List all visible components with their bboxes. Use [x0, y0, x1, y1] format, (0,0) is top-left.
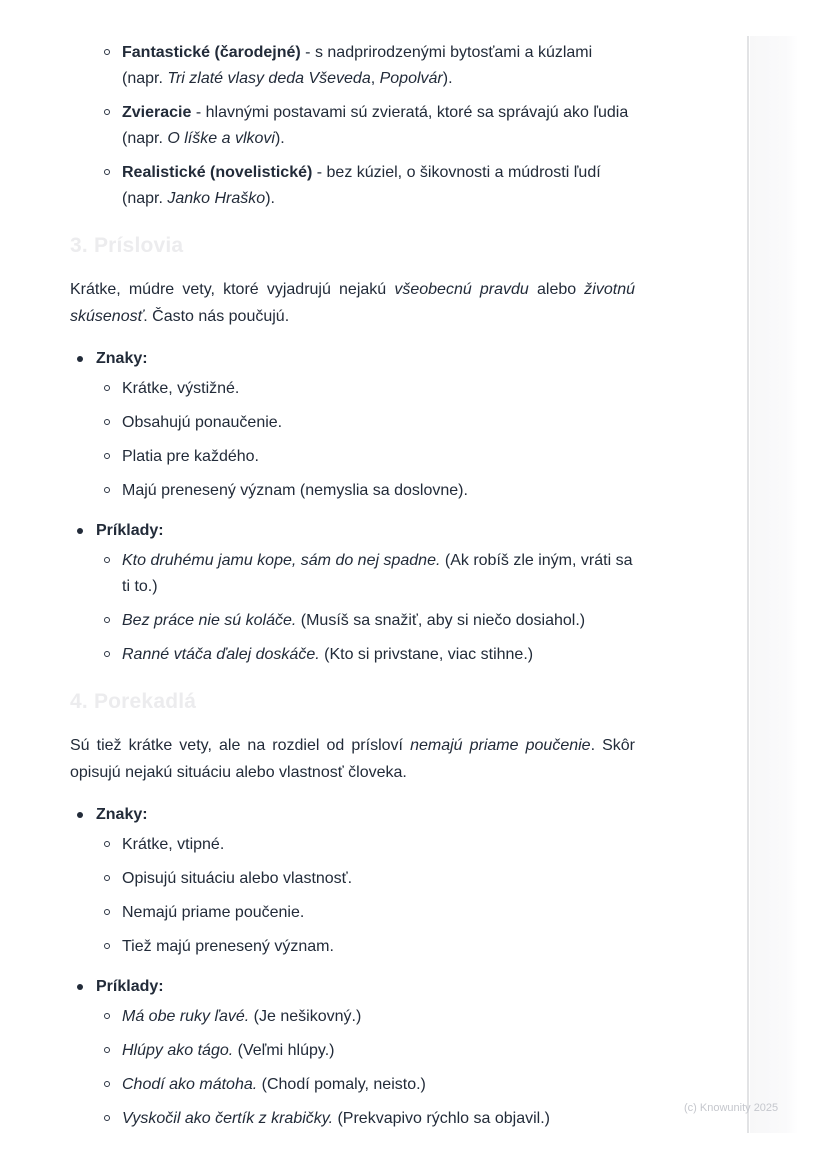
list-item — [70, 866, 635, 892]
dash: - — [191, 104, 206, 121]
proverb-text: Kto druhému jamu kope, sám do nej spadne. — [122, 552, 441, 569]
hollow-bullet-icon — [104, 453, 110, 459]
dash: - — [300, 44, 315, 61]
item-text: Platia pre každého. — [122, 448, 259, 465]
term: Fantastické (čarodejné) — [122, 44, 301, 61]
list-item — [70, 1106, 635, 1132]
hollow-bullet-icon — [104, 909, 110, 915]
list-item — [70, 376, 635, 402]
item-text: hlavnými postavami sú zvieratá, ktoré sa správajú ako ľudia (napr. — [122, 104, 629, 147]
list-item — [70, 832, 635, 858]
section3-znaky-list — [70, 376, 635, 504]
saying-text: Chodí ako mátoha. — [122, 1076, 258, 1093]
list-item — [70, 444, 635, 470]
hollow-bullet-icon — [104, 487, 110, 493]
item-text: Tiež majú prenesený význam. — [122, 938, 334, 955]
list-label: Príklady: — [96, 522, 164, 539]
list-item — [70, 642, 635, 668]
explanation-text: (Prekvapivo rýchlo sa objavil.) — [333, 1110, 550, 1127]
list-item — [70, 160, 635, 212]
list-item — [70, 1072, 635, 1098]
item-text: s nadprirodzenými bytosťami a kúzlami (napr. — [122, 44, 593, 87]
section-heading-prislovia: 3. Príslovia — [70, 234, 184, 257]
list-item — [70, 548, 635, 600]
explanation-text: (Chodí pomaly, neisto.) — [257, 1076, 426, 1093]
copyright-watermark: (c) Knowunity 2025 — [684, 1102, 779, 1114]
paragraph-text: . Často nás poučujú. — [143, 308, 290, 325]
list-item — [70, 100, 635, 152]
list-item — [70, 1038, 635, 1064]
item-text: , — [370, 70, 380, 87]
section4-intro-paragraph — [70, 732, 635, 786]
hollow-bullet-icon — [104, 617, 110, 623]
bullet-icon — [77, 356, 83, 362]
paragraph-text: alebo — [528, 281, 585, 298]
item-text: Krátke, vtipné. — [122, 836, 225, 853]
paragraph-text: Krátke, múdre vety, ktoré vyjadrujú nejakú — [70, 281, 395, 298]
section4-znaky-list — [70, 832, 635, 960]
bullet-icon — [77, 528, 83, 534]
item-text: ). — [274, 130, 285, 147]
explanation-text: (Je nešikovný.) — [249, 1008, 362, 1025]
term: Realistické (novelistické) — [122, 164, 313, 181]
paragraph-text: . Skôr opisujú nejakú situáciu alebo vlastnosť človeka. — [70, 737, 635, 781]
hollow-bullet-icon — [104, 1047, 110, 1053]
explanation-text: (Musíš sa snažiť, aby si niečo dosiahol.) — [296, 612, 586, 629]
explanation-text: (Ak robíš zle iným, vráti sa ti to.) — [122, 552, 633, 595]
hollow-bullet-icon — [104, 49, 110, 55]
saying-text: Hlúpy ako tágo. — [122, 1042, 234, 1059]
item-text: Nemajú priame poučenie. — [122, 904, 305, 921]
saying-text: Má obe ruky ľavé. — [122, 1008, 250, 1025]
hollow-bullet-icon — [104, 875, 110, 881]
book-title: Janko Hraško — [167, 190, 266, 207]
book-title: Popolvár — [379, 70, 443, 87]
list-label: Znaky: — [96, 350, 148, 367]
saying-text: Vyskočil ako čertík z krabičky. — [122, 1110, 334, 1127]
section4-priklady-list — [70, 1004, 635, 1132]
bullet-icon — [77, 984, 83, 990]
hollow-bullet-icon — [104, 1081, 110, 1087]
dash: - — [312, 164, 327, 181]
list-item — [70, 900, 635, 926]
item-text: Krátke, výstižné. — [122, 380, 240, 397]
item-text: ). — [442, 70, 453, 87]
section3-priklady-list — [70, 548, 635, 668]
proverb-text: Bez práce nie sú koláče. — [122, 612, 297, 629]
item-text: Obsahujú ponaučenie. — [122, 414, 283, 431]
hollow-bullet-icon — [104, 1013, 110, 1019]
item-text: bez kúziel, o šikovnosti a múdrosti ľudí (napr. — [122, 164, 601, 207]
page-edge-divider — [747, 36, 749, 1133]
hollow-bullet-icon — [104, 557, 110, 563]
hollow-bullet-icon — [104, 169, 110, 175]
book-title: O líške a vlkovi — [167, 130, 275, 147]
list-label: Príklady: — [96, 978, 164, 995]
list-item — [70, 608, 635, 634]
priklady-label-row — [70, 518, 635, 544]
document-content — [70, 40, 635, 1140]
list-item — [70, 40, 635, 92]
section-heading-porekadla: 4. Porekadlá — [70, 690, 197, 713]
bullet-icon — [77, 812, 83, 818]
list-item — [70, 934, 635, 960]
hollow-bullet-icon — [104, 419, 110, 425]
priklady-label-row — [70, 974, 635, 1000]
term: Zvieracie — [122, 104, 192, 121]
emphasis: všeobecnú pravdu — [394, 281, 529, 298]
list-item — [70, 478, 635, 504]
hollow-bullet-icon — [104, 1115, 110, 1121]
hollow-bullet-icon — [104, 385, 110, 391]
book-title: Tri zlaté vlasy deda Vševeda — [167, 70, 371, 87]
item-text: Opisujú situáciu alebo vlastnosť. — [122, 870, 353, 887]
hollow-bullet-icon — [104, 841, 110, 847]
explanation-text: (Kto si privstane, viac stihne.) — [319, 646, 534, 663]
hollow-bullet-icon — [104, 651, 110, 657]
paragraph-text: Sú tiež krátke vety, ale na rozdiel od prísloví — [70, 737, 411, 754]
list-label: Znaky: — [96, 806, 148, 823]
explanation-text: (Veľmi hlúpy.) — [233, 1042, 335, 1059]
fairytale-types-list — [70, 40, 635, 212]
list-item — [70, 410, 635, 436]
hollow-bullet-icon — [104, 109, 110, 115]
hollow-bullet-icon — [104, 943, 110, 949]
next-page-edge — [750, 36, 798, 1133]
section3-intro-paragraph — [70, 276, 635, 330]
znaky-label-row — [70, 346, 635, 372]
proverb-text: Ranné vtáča ďalej doskáče. — [122, 646, 320, 663]
znaky-label-row — [70, 802, 635, 828]
item-text: ). — [265, 190, 275, 207]
item-text: Majú prenesený význam (nemyslia sa doslovne). — [122, 482, 468, 499]
list-item — [70, 1004, 635, 1030]
emphasis: nemajú priame poučenie — [410, 737, 591, 754]
emphasis: životnú skúsenosť — [70, 281, 635, 325]
